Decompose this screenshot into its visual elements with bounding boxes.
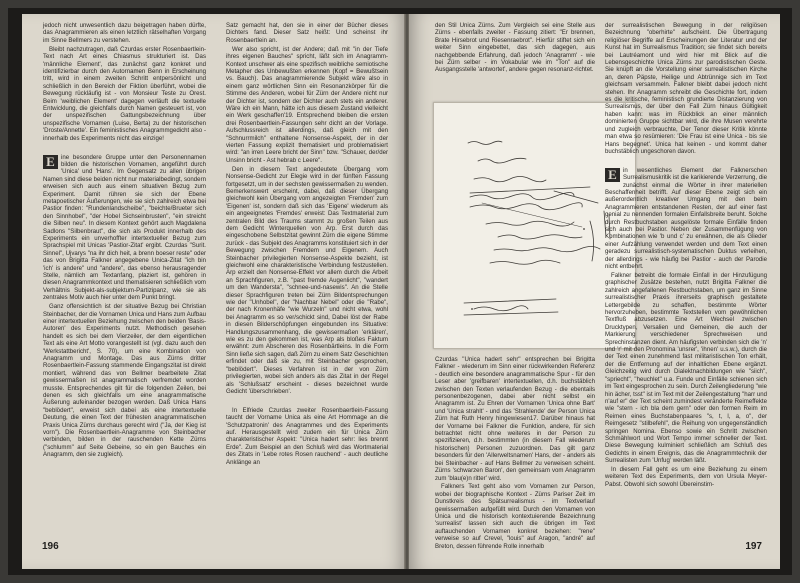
left-column-2 — [226, 22, 388, 532]
section-break — [605, 157, 767, 167]
right-page — [409, 14, 780, 569]
paragraph: der surrealistischen Bewegung in der religiösen Bezeichnung "oberhirte" aufscheint. Die Übertragung religiöser Begriffe auf Erscheinungen der Literatur und der Kunst hat im Surrealismus Tradition; sie findet sich bereits bei Lautréamont und wird hier mit Blick auf die Lebensgeschichte Unica Zürns zur parodistischen Geste. Sie knüpft an die Vorstellung einer surrealistischen Kirche an, deren Päpste, Heilige und Abtrünnige sich im Text gleichsam versammeln. Falkner bleibt dabei jedoch nicht stehen. Ihr Anagramm schreibt die Geschichte fort, indem es die kritische, feministisch grundierte Distanzierung von Surrealismus, der über den Fall Zürn hinaus Gültigkeit haben kann: was im Rückblick an einer männlich dominierten Gruppe sichtbar wird, die ihre Musen verehrte und zugleich verbrauchte, Der Tenor dieser Kritik könnte man etwa so resümieren: 'Die Frau ist eine Unica - bis sie Hans begegnet'. Unica hat keinen - und kommt daher buchstäblich ungeschoren davon. — [605, 22, 767, 155]
right-column-1-lower — [435, 356, 595, 550]
drop-cap: E — [605, 168, 620, 182]
paragraph: Ganz offensichtlich ist der situative Bezug bei Christian Steinbacher, der die Vornamen Unica und Hans zum Aufbau einer intertextuellen Beziehung zwischen den beiden 'Basis-Autoren' des Experiments nutzt. Methodisch gesehen handelt es sich bei dem Vierzeiler, der dem eigentlichen Text als eine Art Motto vorangestellt ist (vgl. dazu auch den 'Werkstattbericht', S. 70), um eine Kombination von Anagramm und Montage. Das aus Zürns dritter Rosenbaertlein-Fassung stammende Eingangszitat ist direkt montiert, während das von Bellmer bearbeitete Zitat gewissermaßen ist anagrammatisch verfremdet worden musste. Entsprechendes gilt für die folgenden Zeilen, bei denen es sich gleichfalls um eine anagrammatische Äußerung aufeinander bezogen werden. Daß Unica Hans "beblödert", erweist sich dabei als eine intertextuelle Deutung, die einen Text der frühesten anagrammatischen Praxis Unica Zürns durchaus gerecht wird ("Ja, der Kieg ist vorn"). Die Rosenbaertlein-Anagramme von Steinbacher verbinden, bilden in der rauschenden Kette Zürns ("schlumm" auf Seite Gebeine, so ein gen Bauches ein Anagramm, den sie zugleich). — [43, 303, 206, 459]
paragraph: Falkners Text geht also vom Vornamen zur Person, wobei der biographische Kontext - Zürns Pariser Zeit im Dunstkreis des Spätsurrealismus - im Textverlauf gewissermaßen aufgefüllt wird. Durch den Vornamen von Unica und die historisch kontextuierende Bezeichnung 'surrealist' lassen sich auch die übrigen im Text auftauchenden Vornamen konkret beziehen: "rene" verweise so auf Crevel, "louis" auf Aragon, "andré" auf Breton, dessen führende Rolle innerhalb — [435, 483, 595, 550]
page-number: 196 — [42, 541, 59, 552]
paragraph: In diesem Fall geht es um eine Beziehung zu einem weiteren Text des Experiments, dem von Ursula Meyer-Pabst. Obwohl sich sowohl Übereinstim- — [605, 466, 767, 488]
left-column-1 — [43, 22, 206, 532]
section-break — [43, 144, 206, 154]
paragraph: Den in diesem Text angedeutete Übergang vom Nonsense-Gedicht zur Elegie wird in der fünften Fassung fortgesetzt, um in der sechsten gewissermaßen zu wenden. Bemerkenswert erscheint, dabei, daß dieser Übergang gleichwohl kein Übergang vom angezeigten 'Fremden' zum 'Eigenen' ist, sondern daß sich das 'Eigene' wiederum als ein angeeignetes 'Fremdes' erweist: Das Textmaterial zum zentralen Bild des Traums stammt zu großen Teilen aus dem Gedicht Winterquellen von Arp. Erst durch das eingeschobene Selbstzitat gewinnt Zürn die eigene Stimme zurück - das Subjekt des Anagramms konstituiert sich in der Bewegung zwischen Fremdem und Eigenem. Auch Steinbacher privilegierten Nonsense-Aspekte bezieht, ist gleichwohl eine charakteristische Verbindung festzustellen. Arp erzielt den Nonsense-Effekt vor allem durch die Arbeit an Sprachfiguren, z.B. "past fremde Augenlicht", "wandert um den Wandersta", "schnee-und-nasewis". An die Stelle dieser Sprachfiguren treten bei Zürn Bildentsprechungen wie der "Unhobel", der "Nachbar Nebel" oder die "Rabe", der nach Kronenhäfe "wie Wurzeln" und nicht etwa, wohl bei Anagramm es so ver/schickt sind, Dabei löst der Rabe in diesen Bilderschöpfungen eingebunden ins Situative: Handlungszusammenhang, die gewissermaßen 'erklären', wie es zu den gekommen ist, was Arp als bloßes Faktum erwähnt: zum Abscheren des Rosenbärtleins. In die Form Sinn ließe sich sagen, daß Zürn zu einem Satz Geschichten erfindet oder daß sie zu, mit Steinbacher gesprochen, "beblödert". Dieses Verfahren ist in der von Zürn privilegierten, wobei sich anders als das Zitat in der Regel als 'Schlußsatz' erscheint - dieses bezeichnet wurde Gedicht 'überschrieben'. — [226, 165, 388, 395]
paragraph: Falkner betreibt die formale Einfall in der Hinzufügung graphischer Zusätze bestehen, nutzt Brigitta Falkner die zahlreich angefallenen Restbuchstaben, um ganz im Sinne surrealistischer Praxis ihrerseits graphisch gestaltete Lettergebilde zu schaffen, bestimmte Wörter hervorzuheben, bestimmte Textstellen vom gewöhnlichen Textfluß abzusetzen. Eine Art Wechsel zwischen Drucktypen, Versalien und Gemeinen, die auch der Markierung verschiedener Sprechweisen und Sprechinstanzen dient. Am häufigsten verbinden sich die 'n' und 'r' mit den Pronomina 'unsrer', 'ihnen' u.s.w.), durch die der Text einen zunehmend fast militaristischen Ton erhält, der die Entfernung auf der inhaltlichen Ebene ergänzt. Gleichzeitig wird durch Dialektnachbildungen wie "siich", "spriecht", "heuchlet" u.a. Funde und Einfälle schienen sich im Text eingesprochen zu sein. Durch Zeilengliederung "wie hin ächer, tsst" ist im Text mit der Zeilengestaltung "harr und n'auf er" der Text scheint zumindest veränderte Reimeffekte wie "stern - ich bla dem gern" oder den formen Reim im Reimen eines Buchstabenpaares "s, t, l, a, o", der Reimgesetz "stilbefehl", die Reihung von ungegenständlich springen Nomina. Ebenso sowie ein Schritt zwischen Schmählwort und Wort Tempo immer schneller der Text. Diese Bewegung kulminiert schließlich am Schluß des Gedichts in einem Ereignis, das die Anagrammtechnik der Surrealisten zum 'Unfug' werden läßt. — [605, 272, 767, 465]
paragraph: In Elfriede Czurdas zweiter Rosenbaertlein-Fassung taucht der Vorname Unica als eine Art Hommage an die 'Schutzpatronin' des Anagrammes und des Experiments auf. Herausgestellt wird zudem ein für Unica Zürn charakteristischer Aspekt: "Unica hadert sehr: lies brennt Erde". Zum Beispiel an den Schluß wird das Wortmaterial des Zitats in 'Lebe rotes Rosen rauchend' - auch deutliche Anklänge an — [226, 406, 388, 466]
paragraph: Bleibt nachzutragen, daß Czurdas erster Rosenbaertlein-Text nach Art eines Chiasmus strukturiert ist. Das 'männliche Element', das zunächst ganz konkret und identifizierbar durch den Autornamen Benn in Erscheinung tritt, wird in einem zweiten Schritt entpersönlicht und schließlich in den Bereich der Fiktion überführt, wobei die Bewegung rückläufig ist - von Monsieur Teste zu Orest. Beim 'weiblichen Element' dagegen verläuft die textuelle Entwicklung, die gleichfalls durch Namen gesteuert ist, von der unspezifischen Gattungsbezeichnung über unspezifische Vornamen (Luise, Berta) zu der historischen 'Droste/Annette'. Ein feministisches Anagrammgedicht also - innerhalb des Experiments nicht das einzige! — [43, 45, 206, 142]
drop-cap: E — [43, 155, 58, 169]
paragraph: den Stil Unica Zürns. Zum Vergleich sei eine Stelle aus Zürns - ebenfalls zweiter - Fassung zitiert: "Er brennen, Brate Hirsebrot und Riesenraebrot". Hierfür stiftet sich ein weiter Sinn eingebettet, das sich dagegen, aus nachgebbende Erfahrung, daß jedoch 'Anagramm' - wie bei Zürn selber - im Vokabular wie im "Ton" auf die Ausgangsstelle 'antwortet', andere gegen resonanz-richtet. — [435, 22, 595, 74]
paragraph: Satz gemacht hat, den sie in einer der Bücher dieses Dichters fand. Dieser Satz heißt: Und scheinst ihr Rosenbaertlein an. — [226, 22, 388, 44]
paragraph: ine besondere Gruppe unter den Personennamen bilden die historischen Vornamen, angeführt durch 'Unica' und 'Hans'. Im Gegensatz zu allen übrigen Namen sind diese beiden nicht nur materialbedingt, sondern erweisen sich auch aus einem situativen Bezug zum Experiment. Damit rühren sie sich der Ebene metapoetischer Äußerungen, wie sie sich zahlreich etwa bei Pastior finden: "Rundenlandscheibe", "beichte/Brueter sich den Sinnhobel", "der Hobel Sichseinbrusten", "ein streicht die Silben neu". In diesem Kontext gehört auch Magdalena Sadlons "Silbenbraut", die sich als Produkt innerhalb des Experiments ein unverhoffter intertextueller Bezug zum Sprachspiel mit Unicas 'Pastior-Zitat' ergibt. Czurdas "Surit. Sinnel", Ujvarys "na ihr dich heit, a brenn boeser reste" oder das von Brigitta Falkner angegebene Unica-Zitat "ich bin 'ich' is andere" und "andere", das ebenso herausragender Stelle, nämlich am Textanfang, plaziert ist, gehören in diesen Anagrammkontext und thematisieren schließlich vom Verhältnis Subjekt-als-subjektum-Partizipanz, wie sie als zentrales Motiv auch hier unter dem Punkt bringt. — [43, 153, 206, 302]
paragraph: Czurdas "Unica hadert sehr" entsprechen bei Brigitta Falkner - wiederum im Sinn einer rückwirkenden Referenz - deutlich eine besondere anagrammatische Spur - für den Leser aber 'greifbaren' intertextuellen, d.h. buchstäblich zwischen den Texten verlaufenden Bezug - die ebentails personenbezogenen, dabei aber nicht selbst ein Anagramm ist. Zu Ehren der Vornamen 'Unica ohne Bart' und 'Unica strahlt' - und das 'Strahlende' der Person Unica Zürn hat Ruth Henry hingewiesen17. Darüber hinaus hat der Vorname bei Falkner die Funktion, andere, für sich betrachtet nicht ohne weiteres in der Person zu spezifizieren, d.h. bestimmten (in diesem Fall wiederum historischen) Personen zuzuordnen. Das gilt ganz besonders für den 'Allerweltsnamen' Hans, der - anders als bei Steinbacher - auf Hans Bellmer zu verweisen scheint. Zürns 'schwarzen Baron', den gemeinsam vom Anagramm zum 'blau(e)n ritter' wird. — [435, 356, 595, 482]
page-number: 197 — [745, 541, 762, 552]
paragraph: Wer also spricht, ist der Andere; daß mit "in der Tiefe ihres eigenen Bauches" spricht, läßt sich im Anagramm-Kontext unschwer als eine spezifisch weibliche semiotische Metapher des Unbewußten erkennen (Kopf = Bewußtsein vs. Bauch). Das anagrammierende Subjekt wäre also in einem ganz wörtlichen Sinn ein Resonanzkörper für die Stimme des Anderen, wobei für Zürn der Andere nicht nur der Dichter ist, sondern der Dichter auch stets ein anderer. Wäre ich ein Mann, hätte ich aus diesem Zustand vielleicht ein Werk geschaffen'19. Entsprechend bleiben die ersten drei Rosenbaertlein-Fassungen sehr dicht an der Vorlage. Aufschlussreich ist allerdings, daß gleich mit den "Schnurrmilch" enthaltene Nonsense-Aspekt, der in der vierten Fassung explizit thematisiert und problematisiert wird: "an irren Leere bricht der Sinn" bzw. "Schauer, der/der Unsinn bricht - Ast hebrab c Leere". — [226, 45, 388, 164]
paragraph: jedoch nicht unwesentlich dazu beigetragen haben dürfte, das Anagrammieren als einen letztlich rätselhaften Vorgang im Sinne Bellmers zu verstehen. — [43, 22, 206, 44]
paragraph: in wesentliches Element der Falknerschen Surrealismuskritik ist die karikierende Verzerrung, die zunächst einmal die Wörter in ihrer materiellen Beschaffenheit betrifft. Auf dieser Ebene zeigt sich ein außerordentlich kreativer Umgang mit den beim Anagrammieren entstandenen Resten, der auf einer fast genial zu nennenden formalen Einfallsbreite beruht. Solche durch Restbuchstaben ausgelöste formale Einfälle finden sich auch bei Pastior. Neben der Zusammenfügung von Kombinationen wie 'b und c' zu erwähnen, die als Glieder einer Aufzählung verwendet werden und dem Text einen geradezu surrealistisch-systematischen Duktus verleihen, der allerdings - wie häufig bei Pastior - auch der Parodie nicht entbehrt. — [605, 166, 767, 271]
section-break — [226, 397, 388, 407]
left-page — [22, 14, 406, 569]
right-column-2 — [605, 22, 767, 532]
book-spread — [8, 8, 792, 575]
right-column-1 — [435, 22, 595, 92]
